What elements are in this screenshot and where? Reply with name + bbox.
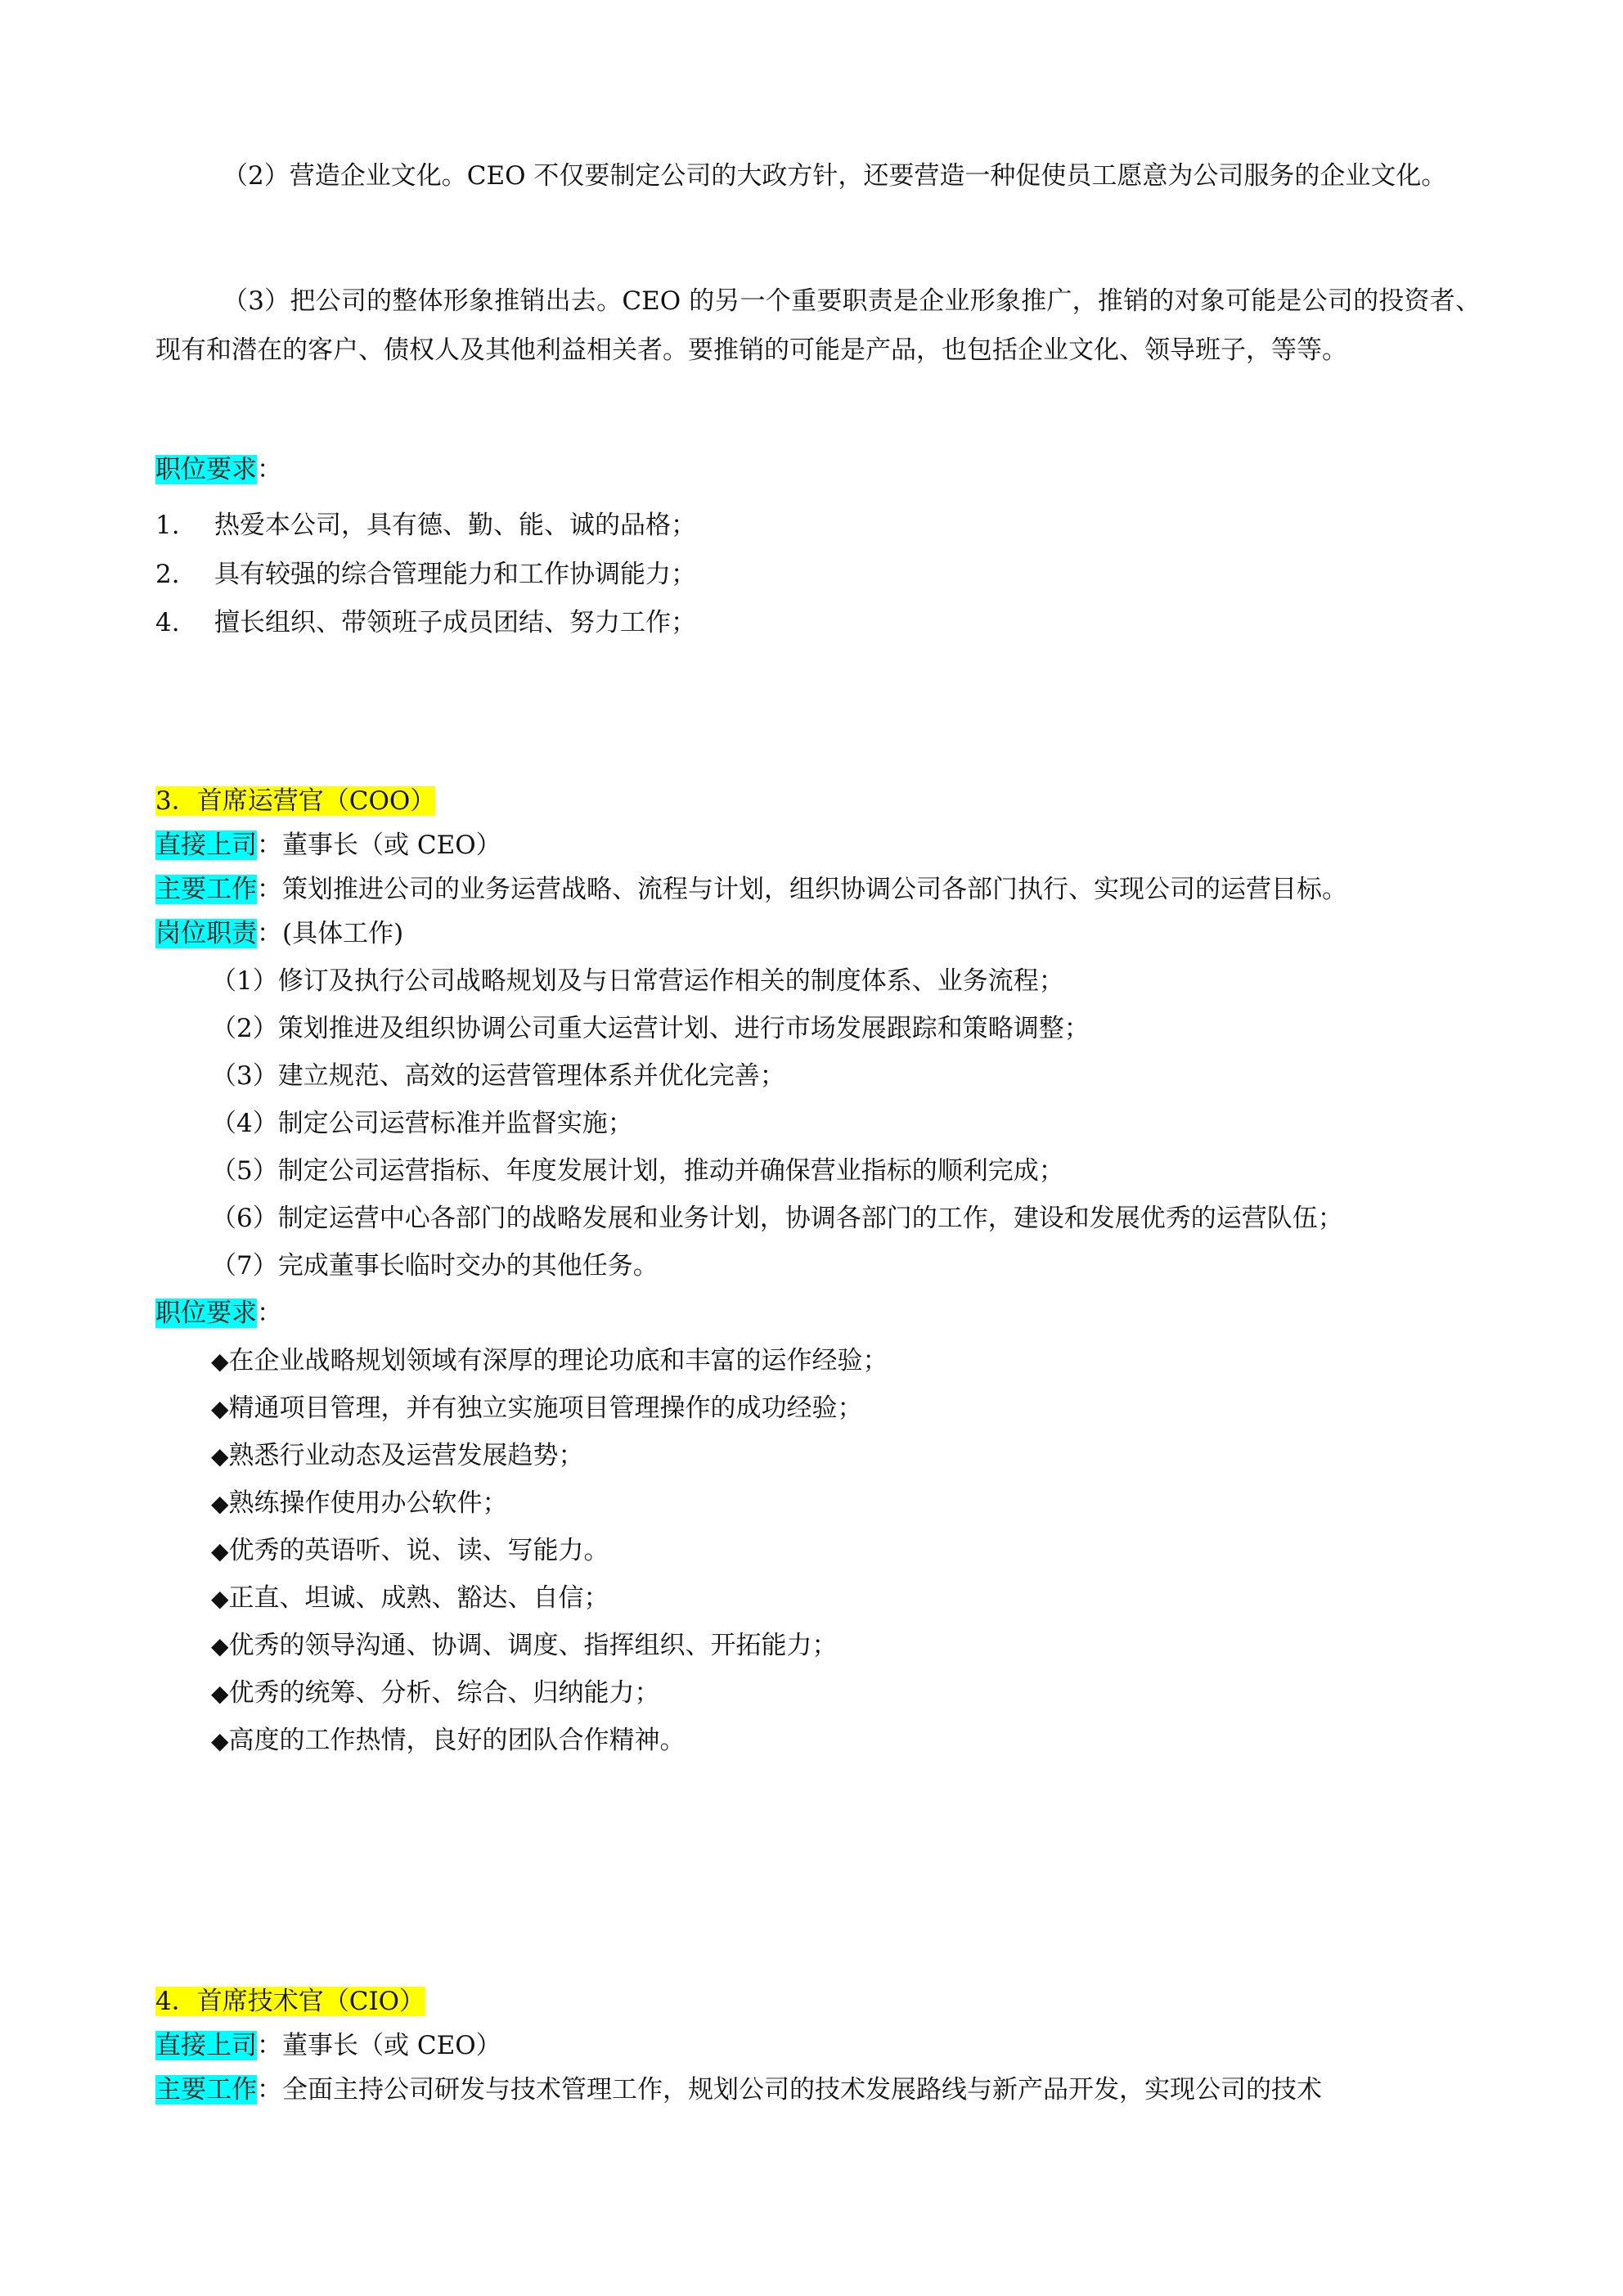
coo-main-work-value: ：策划推进公司的业务运营战略、流程与计划，组织协调公司各部门执行、实现公司的运营目标。	[257, 875, 1347, 904]
coo-superior-value: ：董事长（或 CEO）	[257, 831, 501, 860]
coo-main-work-label: 主要工作	[155, 875, 257, 904]
coo-duty-item: （1）修订及执行公司战略规划及与日常营运作相关的制度体系、业务流程；	[211, 966, 1064, 996]
cio-main-work-label: 主要工作	[155, 2075, 257, 2105]
coo-requirement-text: 高度的工作热情，良好的团队合作精神。	[228, 1726, 686, 1755]
cio-heading	[155, 1978, 1497, 2025]
coo-duty-item: （4）制定公司运营标准并监督实施；	[211, 1109, 633, 1138]
coo-superior	[155, 822, 1497, 869]
diamond-bullet-icon: ◆	[211, 1680, 229, 1707]
coo-requirement-text: 优秀的领导沟通、协调、调度、指挥组织、开拓能力；	[228, 1631, 838, 1660]
diamond-bullet-icon: ◆	[211, 1443, 229, 1470]
coo-duty-item: （7）完成董事长临时交办的其他任务。	[211, 1251, 659, 1281]
diamond-bullet-icon: ◆	[211, 1585, 229, 1612]
coo-requirement-item	[211, 1432, 1553, 1480]
coo-requirement-item	[211, 1527, 1553, 1575]
coo-requirement-text: 优秀的英语听、说、读、写能力。	[228, 1536, 609, 1565]
ceo-requirement-item	[155, 599, 696, 646]
cio-superior-label: 直接上司	[155, 2031, 257, 2060]
coo-duties-heading	[155, 910, 1497, 957]
cio-superior	[155, 2022, 1497, 2069]
diamond-bullet-icon: ◆	[211, 1490, 229, 1517]
ceo-duty-item-2: （2）营造企业文化。CEO 不仅要制定公司的大政方针，还要营造一种促使员工愿意为公司服务的企业文化。	[223, 161, 1447, 191]
coo-duty-item: （5）制定公司运营指标、年度发展计划，推动并确保营业指标的顺利完成；	[211, 1156, 1064, 1186]
coo-duty-item: （2）策划推进及组织协调公司重大运营计划、进行市场发展跟踪和策略调整；	[211, 1014, 1090, 1043]
coo-requirement-text: 精通项目管理，并有独立实施项目管理操作的成功经验；	[228, 1393, 863, 1423]
coo-requirement-text: 熟练操作使用办公软件；	[228, 1488, 508, 1518]
list-number: 2.	[155, 560, 180, 589]
list-text: 热爱本公司，具有德、勤、能、诚的品格；	[214, 511, 696, 540]
coo-requirement-text: 优秀的统筹、分析、综合、归纳能力；	[228, 1678, 660, 1708]
coo-heading-text: 3．首席运营官（COO）	[155, 786, 436, 816]
coo-requirement-text: 在企业战略规划领域有深厚的理论功底和丰富的运作经验；	[228, 1346, 888, 1375]
list-text: 擅长组织、带领班子成员团结、努力工作；	[214, 608, 696, 637]
diamond-bullet-icon: ◆	[211, 1395, 229, 1422]
coo-requirement-item	[211, 1574, 1553, 1623]
cio-main-work	[155, 2066, 1497, 2114]
coo-superior-label: 直接上司	[155, 831, 257, 860]
coo-requirement-item	[211, 1717, 1553, 1765]
ceo-requirements-heading	[155, 446, 1497, 493]
coo-requirement-text: 正直、坦诚、成熟、豁达、自信；	[228, 1583, 609, 1613]
ceo-requirement-item	[155, 551, 696, 598]
coo-main-work	[155, 866, 1497, 913]
list-text: 具有较强的综合管理能力和工作协调能力；	[214, 560, 696, 589]
ceo-duty-item-3: （3）把公司的整体形象推销出去。CEO 的另一个重要职责是企业形象推广，推销的对象可能是公司的投资者、现有和潜在的客户、债权人及其他利益相关者。要推销的可能是产品，也包括企业文化、领导班子，等等。	[155, 286, 1481, 365]
coo-requirement-text: 熟悉行业动态及运营发展趋势；	[228, 1441, 584, 1470]
coo-requirement-item	[211, 1669, 1553, 1717]
coo-requirement-item	[211, 1479, 1553, 1528]
cio-superior-value: ：董事长（或 CEO）	[257, 2031, 501, 2060]
diamond-bullet-icon: ◆	[211, 1727, 229, 1754]
coo-requirements-heading	[155, 1290, 1497, 1337]
ceo-requirements-colon: ：	[257, 455, 282, 484]
diamond-bullet-icon: ◆	[211, 1537, 229, 1564]
diamond-bullet-icon: ◆	[211, 1348, 229, 1375]
coo-requirement-item	[211, 1384, 1553, 1433]
ceo-requirement-item	[155, 502, 696, 549]
list-number: 1.	[155, 511, 180, 540]
coo-duties-label: 岗位职责	[155, 919, 257, 948]
ceo-requirements-label: 职位要求	[155, 455, 257, 484]
list-number: 4.	[155, 608, 180, 637]
coo-duties-value: ：(具体工作)	[257, 919, 404, 948]
diamond-bullet-icon: ◆	[211, 1632, 229, 1659]
cio-main-work-value: ：全面主持公司研发与技术管理工作，规划公司的技术发展路线与新产品开发，实现公司的技术	[257, 2075, 1322, 2105]
coo-requirements-colon: ：	[257, 1299, 282, 1328]
coo-requirements-label: 职位要求	[155, 1299, 257, 1328]
coo-heading	[155, 777, 1497, 825]
coo-requirement-item	[211, 1622, 1553, 1670]
coo-requirement-item	[211, 1337, 1553, 1385]
coo-duty-item: （3）建立规范、高效的运营管理体系并优化完善；	[211, 1061, 785, 1091]
cio-heading-text: 4．首席技术官（CIO）	[155, 1987, 425, 2016]
coo-duty-item: （6）制定运营中心各部门的战略发展和业务计划，协调各部门的工作，建设和发展优秀的运营队伍；	[211, 1204, 1343, 1233]
